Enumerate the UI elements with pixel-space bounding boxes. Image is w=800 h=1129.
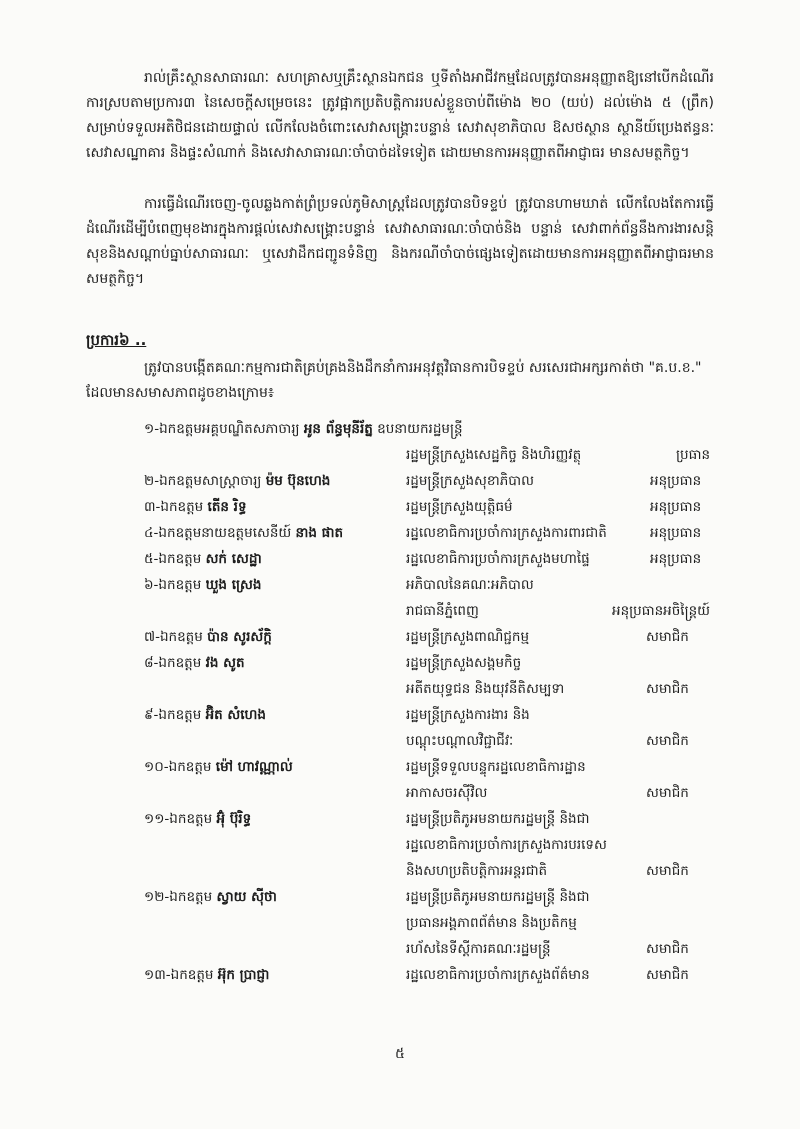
member-role: រដ្ឋមន្ត្រីក្រសួងសេដ្ឋកិច្ច និងហិរញ្ញវត្ថុ bbox=[406, 447, 582, 463]
member-role: អាកាសចរស៊ីវិល bbox=[406, 785, 488, 801]
member-title bbox=[144, 522, 343, 544]
member-rank: ១-ឯកឧត្តមអគ្គបណ្ឌិតសភាចារ្យ bbox=[144, 421, 304, 437]
member-name: សក់ សេដ្ឋា bbox=[205, 551, 262, 567]
member-role: រាជធានីភ្នំពេញ bbox=[406, 603, 479, 619]
member-position: អនុប្រធាន bbox=[650, 551, 702, 567]
member-role: បណ្តុះបណ្តាលវិជ្ជាជីវៈ bbox=[406, 733, 514, 749]
paragraph-closing-hours: រាល់គ្រឹះស្ថានសាធារណៈ សហគ្រាសឬគ្រឹះស្ថានឯកជន ឬទីតាំងអាជីវកម្មដែលត្រូវបានអនុញ្ញាតឱ្យនៅបើកដំណើរការស្របតាមប្រការ៣ នៃសេចក្តីសម្រេចនេះ ត្រូវផ្អាកប្រតិបត្តិការរបស់ខ្លួនចាប់ពីម៉ោង ២០ (យប់) ដល់ម៉ោង ៥ (ព្រឹក) សម្រាប់ទទួលអតិថិជនដោយផ្ទាល់ លើកលែងចំពោះសេវាសង្គ្រោះបន្ទាន់ សេវាសុខាភិបាល ឱសថស្ថាន ស្ថានីយ៍ប្រេងឥន្ធនៈ សេវាសណ្ឋាគារ និងផ្ទះសំណាក់ និងសេវាសាធារណៈចាំបាច់ដទៃទៀត ដោយមានការអនុញ្ញាតពីអាជ្ញាធរ មានសមត្ថកិច្ច។ bbox=[86, 70, 714, 161]
member-name: អ៊ុក ប្រាជ្ញា bbox=[217, 967, 270, 983]
member-name: ម៉ៅ ហាវណ្ណាល់ bbox=[215, 759, 293, 775]
member-title bbox=[144, 652, 245, 674]
article-intro: ត្រូវបានបង្កើតគណៈកម្មការជាតិគ្រប់គ្រងនិងដឹកនាំការអនុវត្តវិធានការបិទខ្ទប់ សរសេរជាអក្សរកាត់ថា "គ.ប.ខ." ដែលមានសមាសភាពដូចខាងក្រោម៖ bbox=[86, 360, 702, 401]
member-role: អតីតយុទ្ធជន និងយុវនីតិសម្បទា bbox=[406, 681, 565, 697]
member-rank: ៩-ឯកឧត្តម bbox=[144, 707, 206, 723]
member-title bbox=[144, 548, 262, 570]
member-position: សមាជិក bbox=[646, 967, 689, 983]
member-rank: ៤-ឯកឧត្តមនាយឧត្តមសេនីយ៍ bbox=[144, 525, 296, 541]
member-rank: ៥-ឯកឧត្តម bbox=[144, 551, 206, 567]
member-title bbox=[144, 704, 266, 726]
member-position: សមាជិក bbox=[646, 733, 689, 749]
member-title bbox=[144, 964, 269, 986]
member-name: ស្វាយ ស៊ីថា bbox=[216, 889, 277, 905]
member-role: រដ្ឋមន្ត្រីក្រសួងការងារ និង bbox=[406, 707, 530, 723]
member-name: វង សូត bbox=[205, 655, 245, 671]
member-rank: ១៣-ឯកឧត្តម bbox=[144, 967, 218, 983]
member-name: អ៊ិត សំហេង bbox=[205, 707, 266, 723]
paragraph-travel-ban: ការធ្វើដំណើរចេញ-ចូលឆ្លងកាត់ព្រំប្រទល់ភូមិសាស្ត្រដែលត្រូវបានបិទខ្ទប់ ត្រូវបានហាមឃាត់ លើកលែងតែការធ្វើដំណើរដើម្បីបំពេញមុខងារក្នុងការផ្តល់សេវាសង្គ្រោះបន្ទាន់ សេវាសាធារណៈចាំបាច់និង បន្ទាន់ សេវាពាក់ព័ន្ធនឹងការងារសន្តិសុខនិងសណ្តាប់ធ្នាប់សាធារណៈ ឬសេវាដឹកជញ្ជូនទំនិញ និងករណីចាំបាច់ផ្សេងទៀតដោយមានការអនុញ្ញាតពីអាជ្ញាធរមានសមត្ថកិច្ច។ bbox=[86, 196, 714, 287]
member-role: រហ័សនៃទីស្តីការគណៈរដ្ឋមន្ត្រី bbox=[406, 941, 551, 957]
member-name: ប៉ាន សូរស័ក្តិ bbox=[207, 629, 272, 645]
member-name: តេីន រិទ្ធ bbox=[207, 499, 247, 515]
member-rank: ៨-ឯកឧត្តម bbox=[144, 655, 206, 671]
member-rank: ៣-ឯកឧត្តម bbox=[144, 499, 208, 515]
member-rank: ៦-ឯកឧត្តម bbox=[144, 577, 206, 593]
member-position: អនុប្រធាន bbox=[650, 473, 702, 489]
member-role: រដ្ឋមន្ត្រីប្រតិភូអមនាយករដ្ឋមន្ត្រី និងជា bbox=[406, 811, 590, 827]
member-rank: ២-ឯកឧត្តមសាស្ត្រាចារ្យ bbox=[144, 473, 266, 489]
member-position: អនុប្រធាន bbox=[650, 525, 702, 541]
member-role: រដ្ឋលេខាធិការប្រចាំការក្រសួងការពារជាតិ bbox=[406, 525, 607, 541]
member-name: ម៉ម ប៊ុនហេង bbox=[265, 473, 331, 489]
member-title bbox=[144, 886, 277, 908]
member-role: និងសហប្រតិបត្តិការអន្តរជាតិ bbox=[406, 863, 548, 879]
member-role: ប្រធានអង្គភាពព័ត៌មាន និងប្រតិកម្ម bbox=[406, 915, 577, 931]
member-rank: ១២-ឯកឧត្តម bbox=[144, 889, 217, 905]
member-name: អូន ព័ន្ធមុនីរ័ត្ន bbox=[303, 421, 373, 437]
member-position: សមាជិក bbox=[646, 681, 689, 697]
member-role: អភិបាលនៃគណៈអភិបាល bbox=[406, 577, 534, 593]
member-role: រដ្ឋលេខាធិការប្រចាំការក្រសួងការបរទេស bbox=[406, 837, 607, 853]
member-position: សមាជិក bbox=[646, 941, 689, 957]
member-name: ឃួង ស្រេង bbox=[205, 577, 262, 593]
member-position: អនុប្រធានអចិន្ត្រៃយ៍ bbox=[612, 603, 711, 619]
member-position: សមាជិក bbox=[646, 863, 689, 879]
member-title bbox=[144, 626, 272, 648]
member-extra-title: ឧបនាយករដ្ឋមន្ត្រី bbox=[372, 421, 463, 437]
member-rank: ១០-ឯកឧត្តម bbox=[144, 759, 216, 775]
member-role: រដ្ឋមន្ត្រីទទួលបន្ទុករដ្ឋលេខាធិការដ្ឋាន bbox=[406, 759, 586, 775]
member-role: រដ្ឋមន្ត្រីក្រសួងសង្គមកិច្ច bbox=[406, 655, 522, 671]
member-role: រដ្ឋមន្ត្រីក្រសួងសុខាភិបាល bbox=[406, 473, 535, 489]
member-title bbox=[144, 470, 330, 492]
member-title bbox=[144, 808, 251, 830]
member-role: រដ្ឋមន្ត្រីប្រតិភូអមនាយករដ្ឋមន្ត្រី និងជា bbox=[406, 889, 590, 905]
member-role: រដ្ឋមន្ត្រីក្រសួងពាណិជ្ជកម្ម bbox=[406, 629, 530, 645]
member-title bbox=[144, 496, 247, 518]
member-title bbox=[144, 418, 463, 440]
member-position: អនុប្រធាន bbox=[650, 499, 702, 515]
member-position: សមាជិក bbox=[646, 629, 689, 645]
member-role: រដ្ឋមន្ត្រីក្រសួងយុត្តិធម៌ bbox=[406, 499, 513, 515]
member-role: រដ្ឋលេខាធិការប្រចាំការក្រសួងព័ត៌មាន bbox=[406, 967, 590, 983]
member-name: នាង ផាត bbox=[295, 525, 344, 541]
member-title bbox=[144, 756, 293, 778]
member-rank: ៧-ឯកឧត្តម bbox=[144, 629, 208, 645]
member-role: រដ្ឋលេខាធិការប្រចាំការក្រសួងមហាផ្ទៃ bbox=[406, 551, 590, 567]
member-position: សមាជិក bbox=[646, 785, 689, 801]
member-position: ប្រធាន bbox=[676, 447, 711, 463]
article-heading: ប្រការ៦ .. bbox=[86, 331, 147, 349]
page-number: ៥ bbox=[395, 1046, 405, 1062]
member-name: អ៊ុំ ប៊ុរិទ្ធ bbox=[216, 811, 252, 827]
member-title bbox=[144, 574, 261, 596]
member-rank: ១១-ឯកឧត្តម bbox=[144, 811, 217, 827]
